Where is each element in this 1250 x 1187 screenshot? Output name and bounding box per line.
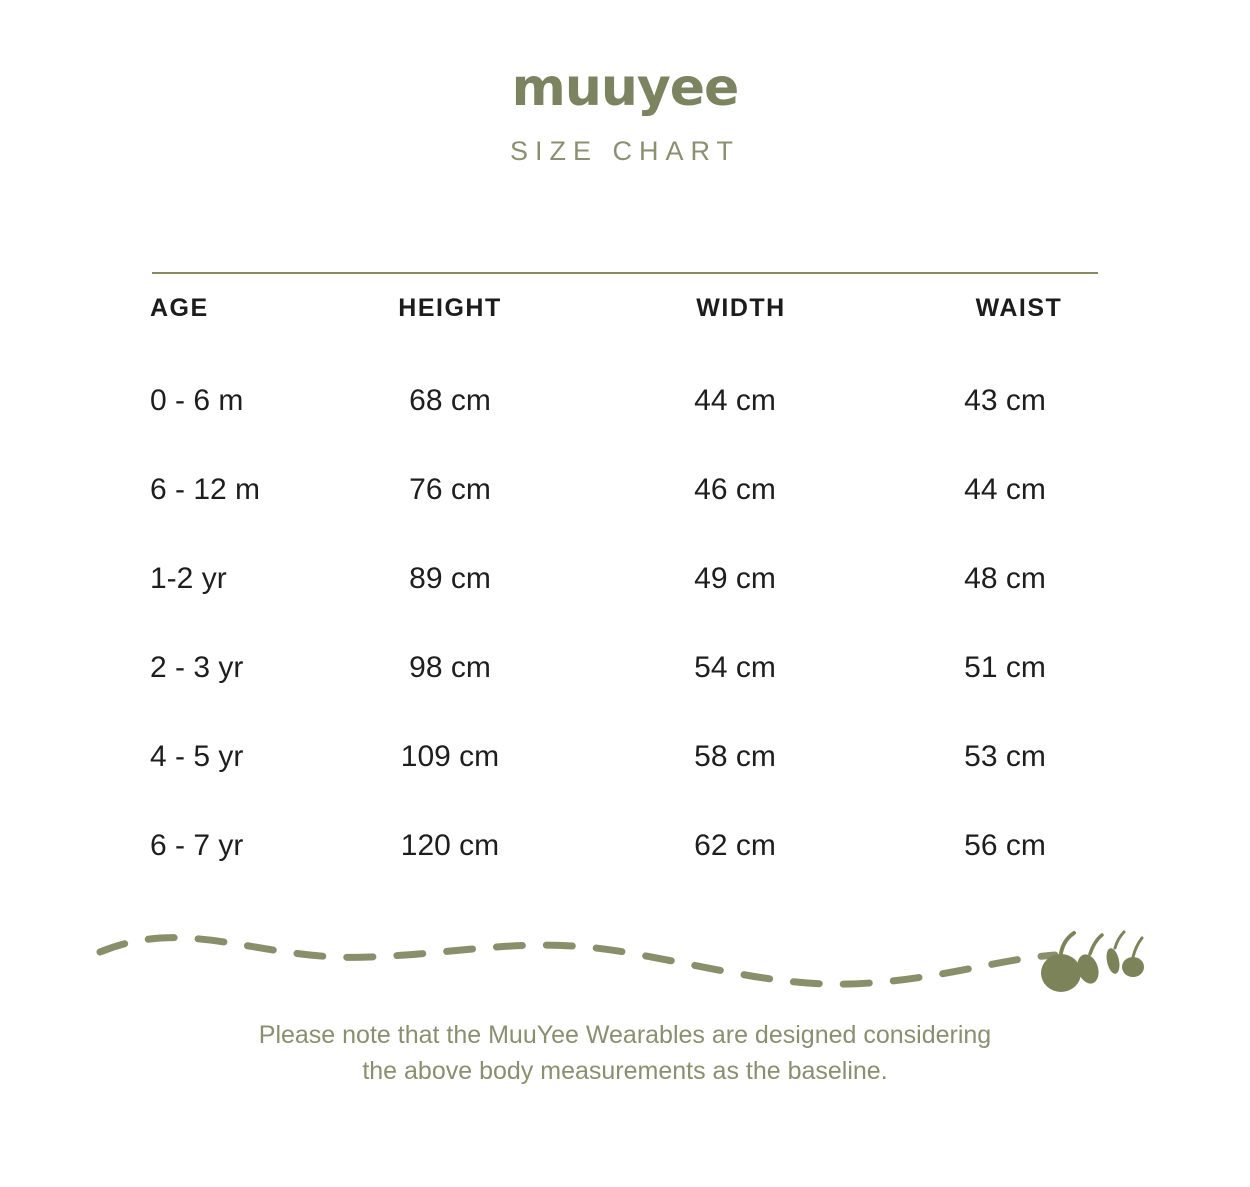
table-row xyxy=(0,623,1250,712)
header-divider xyxy=(152,272,1098,274)
table-row xyxy=(0,712,1250,801)
cell-height: 109 cm xyxy=(400,739,500,773)
cell-age: 2 - 3 yr xyxy=(150,650,244,684)
cell-age: 0 - 6 m xyxy=(150,383,244,417)
size-table xyxy=(0,294,1250,890)
cell-waist: 44 cm xyxy=(964,472,1046,506)
berry-cluster-icon xyxy=(1035,927,1150,1007)
cell-height: 98 cm xyxy=(409,650,491,684)
table-row xyxy=(0,445,1250,534)
cell-age: 6 - 12 m xyxy=(150,472,261,506)
footer-note xyxy=(0,1017,1250,1090)
dashed-wave-divider-icon xyxy=(70,907,1080,1017)
cell-width: 62 cm xyxy=(694,828,776,862)
table-row xyxy=(0,356,1250,445)
cell-waist: 53 cm xyxy=(964,739,1046,773)
column-header-height: HEIGHT xyxy=(398,294,502,322)
column-header-age: AGE xyxy=(150,294,209,322)
cell-height: 76 cm xyxy=(409,472,491,506)
table-row xyxy=(0,801,1250,890)
size-chart-page xyxy=(0,58,1250,1187)
cell-age: 4 - 5 yr xyxy=(150,739,244,773)
cell-waist: 48 cm xyxy=(964,561,1046,595)
brand-logo: muuyee xyxy=(511,58,739,118)
cell-width: 54 cm xyxy=(694,650,776,684)
cell-height: 120 cm xyxy=(400,828,500,862)
footer-note-line-1: Please note that the MuuYee Wearables are designed considering xyxy=(258,1021,992,1049)
cell-width: 58 cm xyxy=(694,739,776,773)
cell-width: 49 cm xyxy=(694,561,776,595)
cell-age: 6 - 7 yr xyxy=(150,828,244,862)
cell-waist: 43 cm xyxy=(964,383,1046,417)
cell-height: 89 cm xyxy=(409,561,491,595)
column-header-width: WIDTH xyxy=(696,294,786,322)
cell-height: 68 cm xyxy=(409,383,491,417)
cell-width: 44 cm xyxy=(694,383,776,417)
page-title: SIZE CHART xyxy=(509,136,741,166)
footer-note-line-2: the above body measurements as the baseline. xyxy=(362,1057,888,1086)
table-row xyxy=(0,534,1250,623)
table-header-row xyxy=(0,294,1250,356)
cell-width: 46 cm xyxy=(694,472,776,506)
cell-waist: 56 cm xyxy=(964,828,1046,862)
cell-waist: 51 cm xyxy=(964,650,1046,684)
cell-age: 1-2 yr xyxy=(150,561,227,595)
column-header-waist: WAIST xyxy=(975,294,1063,322)
